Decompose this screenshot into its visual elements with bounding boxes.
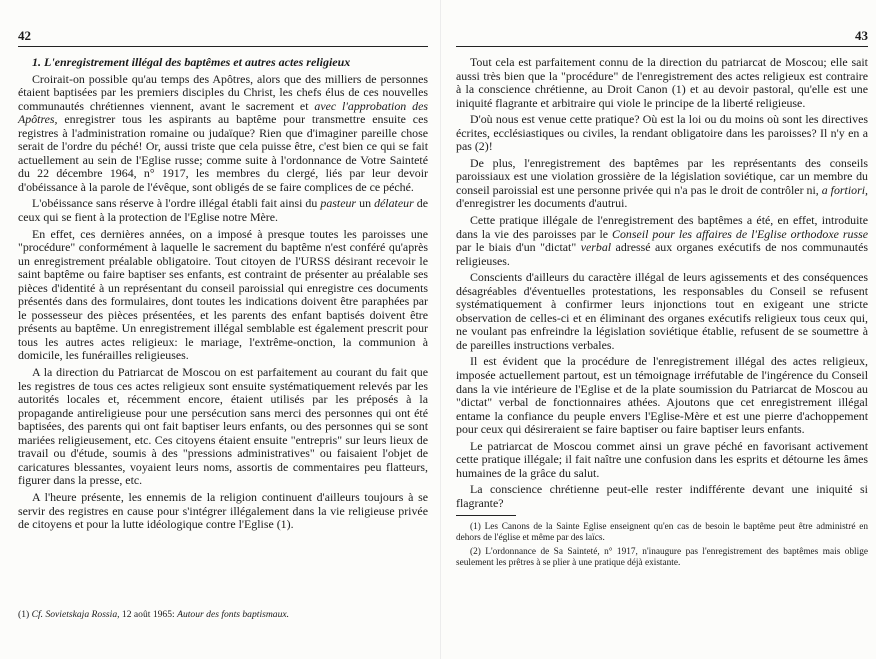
footnote-rule xyxy=(456,515,516,516)
emphasis: Autour des fonts baptismaux. xyxy=(177,609,290,620)
text-run: de ceux qui se fient à la protection de l'Eglise notre Mère. xyxy=(18,196,428,225)
left-body-text xyxy=(18,56,428,535)
text-run: (1) xyxy=(18,609,32,620)
right-paragraph-7: Le patriarcat de Moscou commet ainsi un grave péché en favorisant activement cette pratique illégale; il fait naître une confusion dans les esprits et détourne les âmes humaines de la grâce du salut. xyxy=(456,438,868,480)
right-page xyxy=(456,0,868,659)
left-footnote xyxy=(18,609,428,620)
right-paragraph-1: Tout cela est parfaitement connu de la direction du patriarcat de Moscou; elle sait aussi très bien que la "procédure" de l'enregistrement des actes religieux est contraire à la conscience chrétienne, au Droit Canon (1) et au devoir pastoral, qu'elle est une iniquité flagrante et arbitraire qui viole le principe de la liberté religieuse. xyxy=(456,55,868,110)
text-run: d'enregistrer les documents d'autrui. xyxy=(456,196,628,211)
text-run: par le biais d'un "dictat" xyxy=(456,240,581,255)
right-footnote-1: (1) Les Canons de la Sainte Eglise enseignent qu'en cas de besoin le baptême peut être administré en dehors de l'église et même par des laïcs. xyxy=(456,521,868,543)
right-body-text xyxy=(456,56,868,572)
right-paragraph-4 xyxy=(456,214,868,268)
text-run: L'obéissance sans réserve à l'ordre illégal établi fait ainsi du xyxy=(32,196,321,211)
right-header-rule xyxy=(456,46,868,47)
text-run: adressé aux organes exécutifs de nos communautés religieuses. xyxy=(456,240,869,268)
left-page-number: 42 xyxy=(18,28,31,43)
text-run: enregistrer tous les aspirants au baptême pour transmettre ensuite ces registres à l'administration romaine ou judaïque? Rien que d'imaginer pareille chose serait de l'ordre du péché! Or, aussi triste que cela puisse être, c'est bien ce qui se fait actuellement au sein de l'Eglise russe; comme suite à l'ordonnance de Votre Sainteté du 22 décembre 1964, n° 1917, les membres du clergé, liés par leur devoir d'obéissance à la parole de l'évêque, sont obligés de se faire complices de ce péché. xyxy=(18,112,428,194)
text-run: Cette pratique illégale de l'enregistrement des baptêmes a été, en effet, introduite dans la vie des paroisses par le xyxy=(456,213,868,241)
emphasis: Cf. Sovietskaja Rossia, xyxy=(31,609,120,620)
left-paragraph-2 xyxy=(18,197,428,224)
left-paragraph-4: A la direction du Patriarcat de Moscou on est parfaitement au courant du fait que les registres de tous ces actes religieux sont ensuite systématiquement relevés par les autorités locales et, récemment encore, étaient utilisés par les préposés à la propagande antireligieuse pour une persécution sans merci des personnes qui ont été baptisées, des parents qui ont fait baptiser leurs enfants, ou des personnes qui se sont mariées religieusement, etc. Ces citoyens étaient ensuite "entrepris" sur leurs lieux de travail ou d'étude, soumis à des "pressions administratives" ou faisaient l'objet de caricatures blessantes, voyaient leurs noms, assortis de commentaires peu flatteurs, figurer dans la presse, etc. xyxy=(18,365,428,488)
emphasis: avec l'approbation des Apôtres, xyxy=(18,98,428,127)
right-paragraph-6: Il est évident que la procédure de l'enregistrement illégal des actes religieux, imposée actuellement partout, est un témoignage irréfutable de l'ingérence du Conseil dans la vie intérieure de l'Eglise et de la plate soumission du Patriarcat de Moscou au "dictat" verbal de fonctionnaires athées. Ajoutons que cet enregistrement illégal entame la confiance du peuple envers l'Eglise-Mère et est une pierre d'achoppement pour ceux qui désireraient se faire baptiser ou faire baptiser leurs enfants. xyxy=(456,354,868,437)
left-page xyxy=(18,0,428,659)
text-run: 12 août 1965: xyxy=(119,609,178,620)
right-footnote-2: (2) L'ordonnance de Sa Sainteté, n° 1917, n'inaugure pas l'enregistrement des baptêmes mais oblige seulement les prêtres à se plier à une pratique déjà existante. xyxy=(456,546,868,568)
emphasis: a fortiori, xyxy=(821,182,868,197)
right-paragraph-2: D'où nous est venue cette pratique? Où est la loi ou du moins où sont les directives écrites, ecclésiastiques ou civiles, la rendant obligatoire dans les paroisses? Il n'y en a pas (2)! xyxy=(456,112,868,154)
emphasis: Conseil pour les affaires de l'Eglise orthodoxe russe xyxy=(612,226,868,241)
section-title: 1. L'enregistrement illégal des baptêmes et autres actes religieux xyxy=(32,55,351,69)
book-gutter xyxy=(440,0,441,659)
text-run: Croirait-on possible qu'au temps des Apôtres, alors que des milliers de personnes étaient baptisées par les premiers disciples du Christ, les chefs élus de ces nouvelles communautés chrétiennes viennent, avant le sacrement et xyxy=(18,71,428,113)
left-paragraph-1 xyxy=(18,73,428,195)
emphasis: verbal xyxy=(580,240,612,255)
right-paragraph-5: Conscients d'ailleurs du caractère illégal de leurs agissements et des conséquences désagréables d'éventuelles protestations, les responsables du Conseil se refusent systématiquement à confirmer leurs injonctions tout en exigeant une stricte observation de celles-ci et en éliminant des organes exécutifs religieux tous ceux qui, ne voulant pas enfreindre la législation soviétique établie, refusent de se soumettre à de pareilles instructions verbales. xyxy=(456,270,868,352)
emphasis: délateur xyxy=(374,196,414,211)
text-run: un xyxy=(356,196,375,211)
emphasis: pasteur xyxy=(320,196,357,211)
left-header-rule xyxy=(18,46,428,47)
right-paragraph-3 xyxy=(456,157,868,211)
left-paragraph-3: En effet, ces dernières années, on a imposé à presque toutes les paroisses une "procédure" conformément à laquelle le sacrement du baptême n'est conféré qu'après un enregistrement préalable obligatoire. Tout citoyen de l'URSS désirant recevoir le saint baptême ou faire baptiser ses enfants, est contraint de présenter au préalable ses pièces d'identité à un représentant du conseil paroissial qui enregistre ces documents présentés dans des formulaires, dont toutes les indications doivent être paraphées par le possesseur des pièces présentées, et les parents des enfant baptisés doivent être présents au baptême. Un enregistrement illégal semblable est également prescrit pour tous les autres actes religieux: le mariage, l'extrême-onction, la communion à domicile, les funérailles religieuses. xyxy=(18,226,428,363)
right-page-number: 43 xyxy=(855,28,868,43)
right-paragraph-8: La conscience chrétienne peut-elle rester indifférente devant une iniquité si flagrante? xyxy=(456,482,868,510)
text-run: De plus, l'enregistrement des baptêmes par les représentants des conseils paroissiaux est une violation grossière de la législation soviétique, car un membre du conseil paroissial est une personne privée qui n'a pas le droit de contrôler ni, xyxy=(456,155,868,197)
left-paragraph-5: A l'heure présente, les ennemis de la religion continuent d'ailleurs toujours à se servir des registres en cause pour s'intégrer illégalement dans la vie religieuse privée de citoyens et pour la lutte idéologique contre l'Eglise (1). xyxy=(18,489,428,532)
